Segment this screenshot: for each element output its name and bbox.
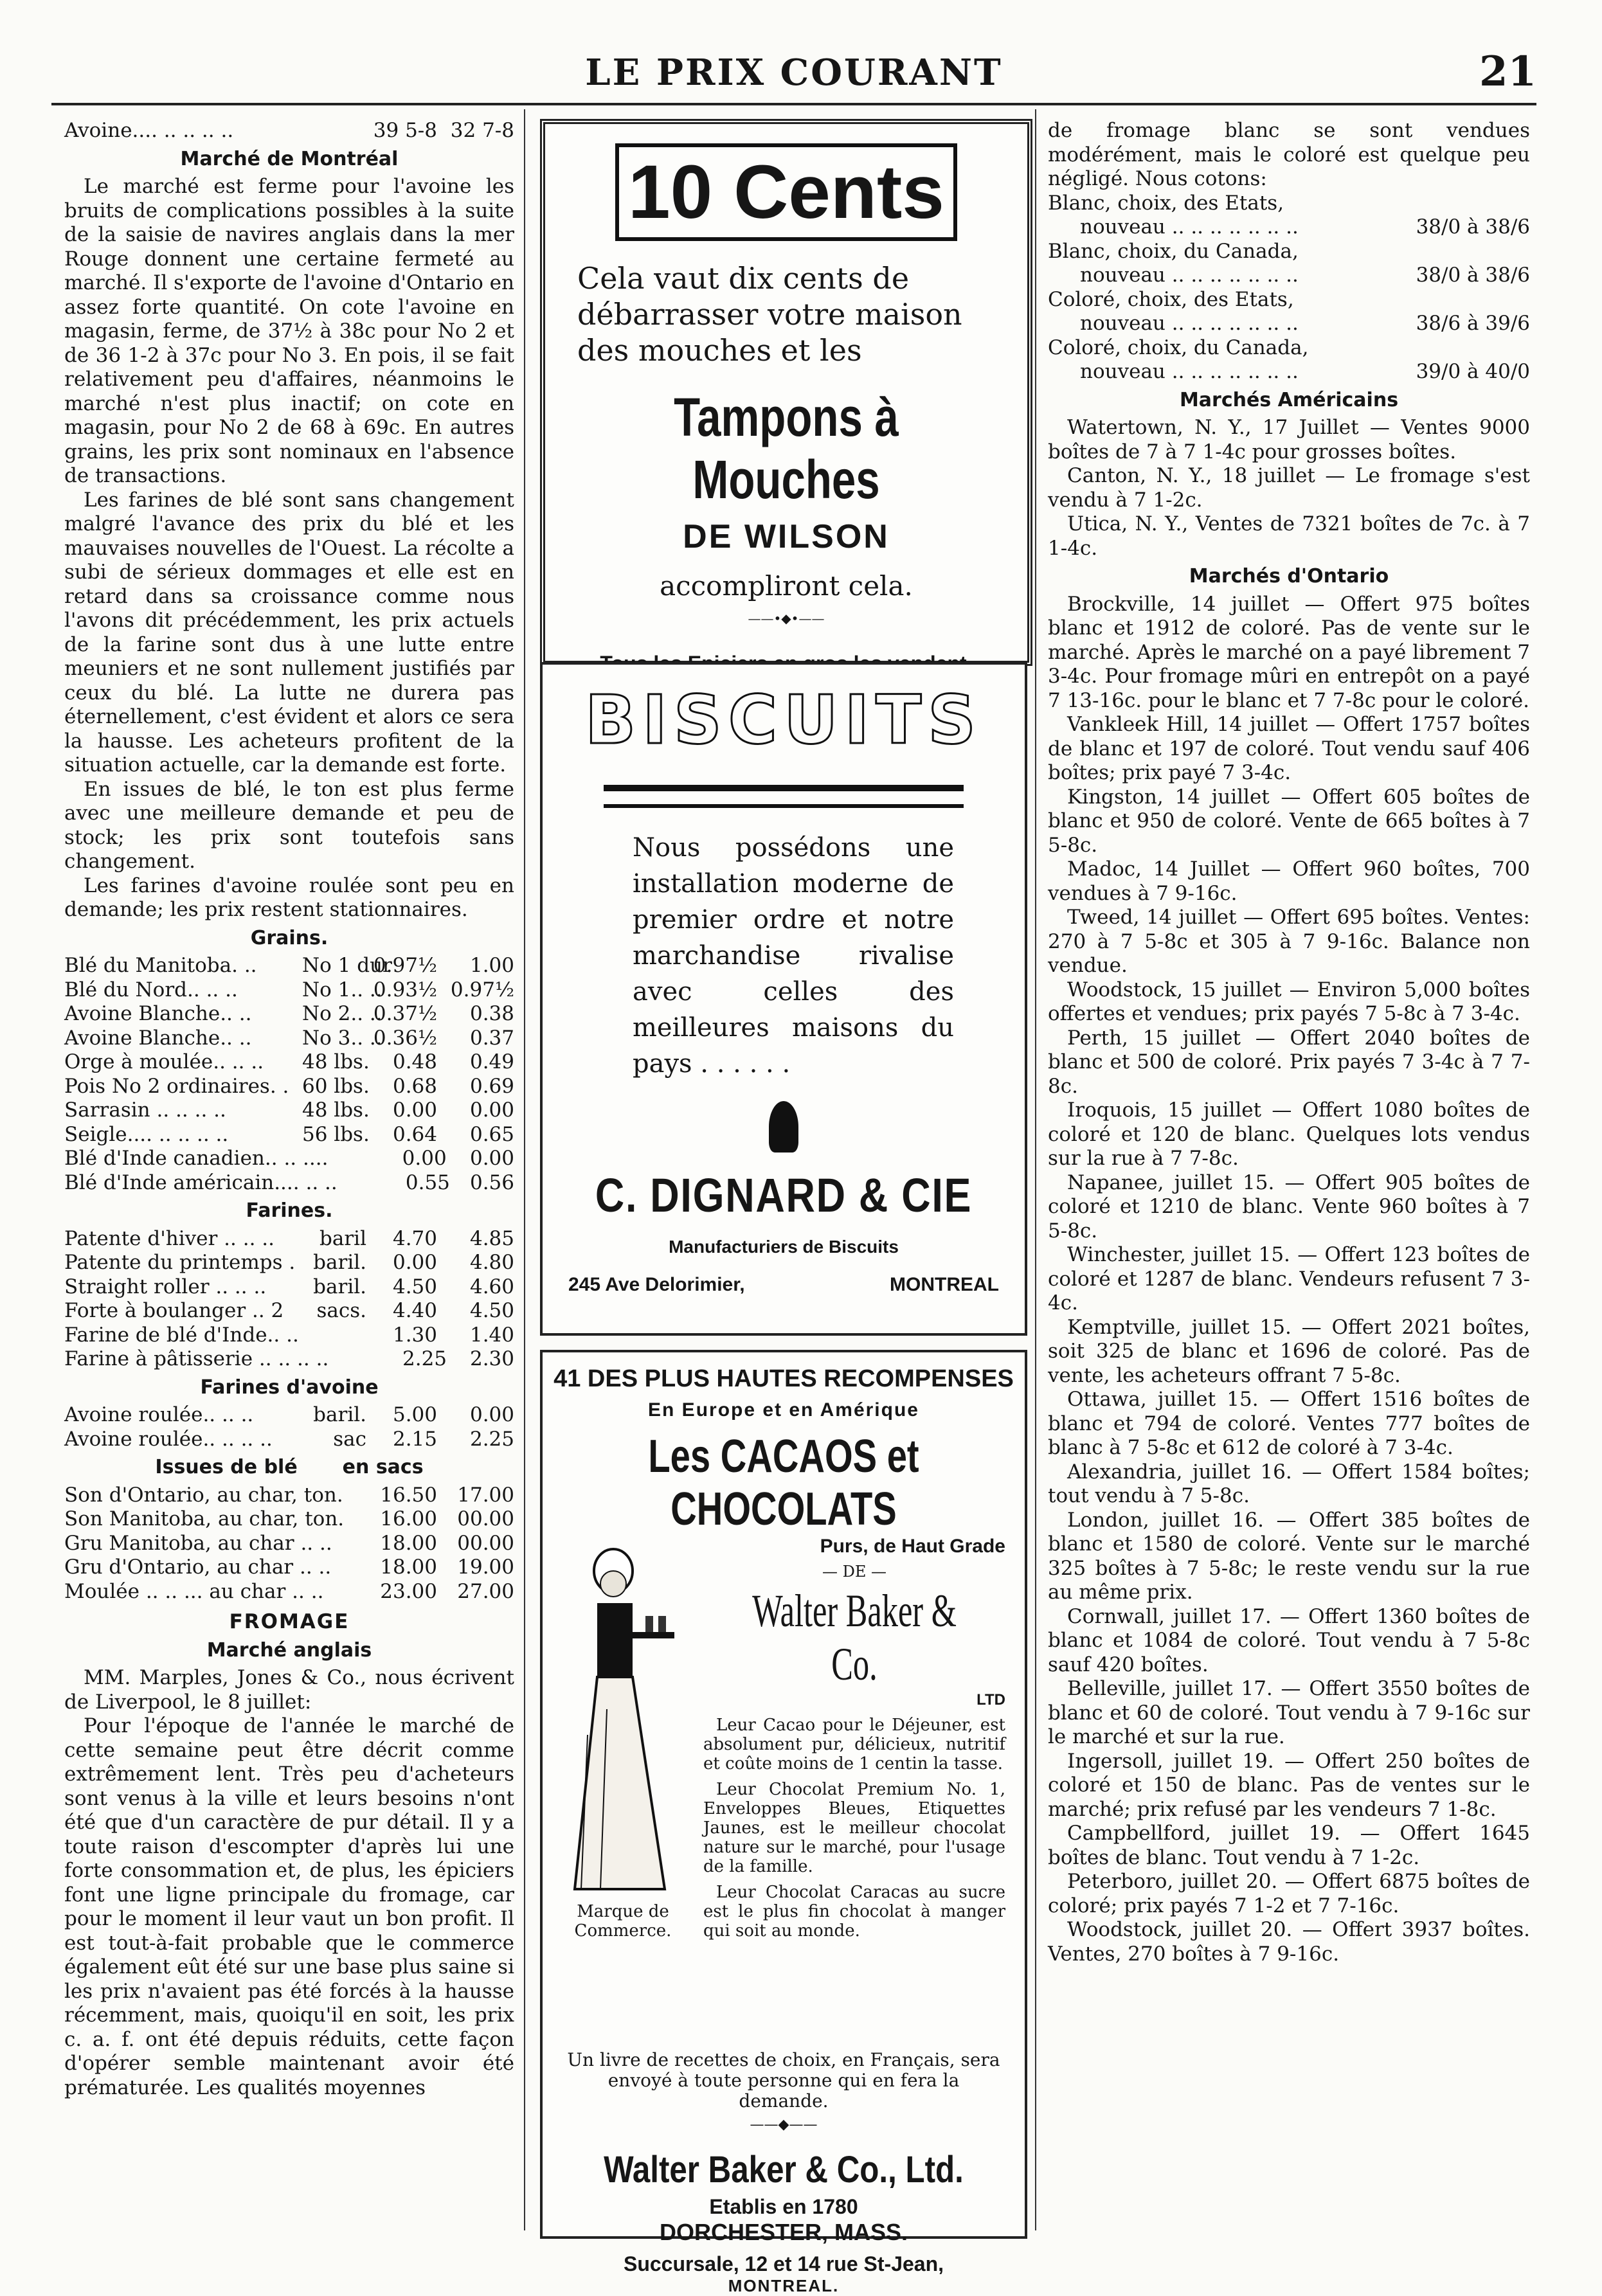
market-report: Utica, N. Y., Ventes de 7321 boîtes de 7c. à 7 1-4c. — [1048, 512, 1530, 560]
bran-row — [64, 1532, 514, 1556]
bran-row — [64, 1507, 514, 1532]
column-divider-right — [1035, 109, 1036, 2230]
price-high: 4.50 — [469, 1299, 514, 1322]
price-low: 1.30 — [392, 1323, 437, 1347]
price-low: 18.00 — [380, 1531, 437, 1555]
price-high: 0.38 — [469, 1002, 514, 1025]
price-high: 0.00 — [469, 1147, 514, 1170]
price-low: 16.50 — [380, 1483, 437, 1507]
flour-row — [64, 1251, 514, 1275]
market-report: Woodstock, 15 juillet — Environ 5,000 boîtes offertes et vendues; prix payés 7 5-8c à 7 3-4c. — [1048, 978, 1530, 1025]
item-name: Patente d'hiver .. .. .. — [64, 1226, 274, 1250]
price-high: 0.00 — [469, 1403, 514, 1426]
chocolate-girl-trademark-icon — [568, 1542, 678, 1902]
market-report: Ottawa, juillet 15. — Offert 1516 boîtes de blanc et 794 de coloré. Ventes 777 boîtes de blanc à 7 5-8c et 612 de coloré à 7 3-4c. — [1048, 1388, 1530, 1459]
item-unit: 60 lbs. — [302, 1074, 370, 1098]
avoine-price-row: Avoine.... .. .. .. .. 39 5-8 32 7-8 — [64, 119, 514, 142]
section-heading-marche-anglais: Marché anglais — [206, 1638, 372, 1662]
right-column — [1048, 119, 1530, 1966]
grain-row — [64, 978, 514, 1003]
price-low: 0.55 — [405, 1170, 450, 1194]
flour-row — [64, 1227, 514, 1251]
company-name: Walter Baker & Co. — [752, 1585, 957, 1690]
ad-brand-name: DE WILSON — [683, 518, 890, 555]
item-unit: baril. — [313, 1275, 366, 1298]
item-name: Gru Manitoba, au char .. .. — [64, 1531, 332, 1555]
item-unit — [338, 1171, 391, 1196]
farines-avoine-price-table — [64, 1403, 514, 1451]
price-low: 0.37½ — [373, 1002, 437, 1025]
price-low: 0.93½ — [373, 978, 437, 1001]
item-name: Son d'Ontario, au char, ton. — [64, 1483, 343, 1507]
item-name: Gru d'Ontario, au char .. .. — [64, 1556, 332, 1579]
price-high: 00.00 — [457, 1507, 514, 1530]
farines-price-table — [64, 1227, 514, 1372]
american-markets-list — [1048, 416, 1530, 561]
ad-line: 41 DES PLUS HAUTES RECOMPENSES — [554, 1365, 1014, 1392]
ad-middle — [543, 1536, 1025, 2050]
location-line: DORCHESTER, MASS. — [659, 2219, 908, 2245]
price-low: 2.25 — [402, 1347, 447, 1370]
section-heading-ontario: Marchés d'Ontario — [1189, 565, 1389, 587]
price-low: 0.68 — [392, 1074, 437, 1098]
price-low: 0.00 — [392, 1099, 437, 1122]
item-unit: 48 lbs. — [302, 1099, 370, 1122]
ad-headline-10-cents: 10 Cents — [615, 143, 957, 241]
grain-row — [64, 1027, 514, 1051]
item-unit: No 1 dur — [302, 954, 392, 977]
price-low: 16.00 — [380, 1507, 437, 1530]
ad-headline-biscuits: BISCUITS — [584, 681, 983, 759]
cheese-price: 38/0 à 38/6 — [1416, 215, 1530, 238]
price-low: 4.70 — [392, 1226, 437, 1250]
ad-line: En Europe et en Amérique — [648, 1399, 919, 1421]
cheese-grade-sub: nouveau .. .. .. .. .. .. .. — [1080, 312, 1299, 335]
price-low: 4.40 — [392, 1299, 437, 1322]
market-report: Campbellford, juillet 19. — Offert 1645 boîtes de blanc. Tout vendu à 7 1-2c. — [1048, 1822, 1530, 1869]
price-high: 0.56 — [469, 1170, 514, 1194]
item-name: Avoine roulée.. .. .. — [64, 1403, 254, 1426]
price-high: 1.00 — [469, 954, 514, 977]
price-high: 4.80 — [469, 1251, 514, 1274]
ontario-markets-list — [1048, 593, 1530, 1967]
grain-row — [64, 1002, 514, 1027]
grain-row — [64, 1075, 514, 1099]
ad-address: 245 Ave Delorimier, MONTREAL — [568, 1274, 999, 1295]
item-unit: 56 lbs. — [302, 1122, 370, 1146]
montreal-paragraph: Les farines d'avoine roulée sont peu en demande; les prix restent stationnaires. — [64, 874, 514, 921]
item-unit — [302, 1323, 366, 1348]
bran-row — [64, 1580, 514, 1604]
market-report: Woodstock, juillet 20. — Offert 3937 boîtes. Ventes, 270 boîtes à 7 9-16c. — [1048, 1918, 1530, 1966]
price-low: 4.50 — [392, 1275, 437, 1298]
market-report: Canton, N. Y., 18 juillet — Le fromage s'est vendu à 7 1-2c. — [1048, 464, 1530, 512]
item-name: Blé du Nord.. .. .. — [64, 978, 238, 1001]
price-low: 0.00 — [402, 1147, 447, 1170]
price-high: 4.60 — [469, 1275, 514, 1298]
item-unit: No 3.. .. — [302, 1026, 382, 1050]
grain-row — [64, 954, 514, 978]
cheese-price: 38/0 à 38/6 — [1416, 264, 1530, 287]
price-low: 0.00 — [392, 1251, 437, 1274]
item-name: Pois No 2 ordinaires. . — [64, 1074, 289, 1098]
advertisement-dignard-biscuits — [540, 662, 1027, 1336]
branch-address: Succursale, 12 et 14 rue St-Jean, — [623, 2252, 944, 2275]
market-report: Brockville, 14 juillet — Offert 975 boîtes blanc et 1912 de coloré. Pas de vente sur le marché. Après le marché on a payé librement 7 3-4c. Pour fromage mûri en entrepôt on a payé 7 13-16c. pour le blanc et 7 7-8c pour le coloré. — [1048, 592, 1530, 712]
item-name: Straight roller .. .. .. — [64, 1275, 267, 1298]
ad-subtitle: Manufacturiers de Biscuits — [669, 1237, 899, 1257]
oat-flour-row — [64, 1428, 514, 1452]
flour-row — [64, 1347, 514, 1372]
item-unit: No 2.. .. — [302, 1002, 382, 1025]
established-line: Etablis en 1780 — [709, 2195, 858, 2218]
price-low: 0.36½ — [373, 1026, 437, 1050]
item-name: Moulée .. .. ... au char .. .. — [64, 1579, 324, 1603]
grains-price-table — [64, 954, 514, 1195]
price-low: 2.15 — [392, 1427, 437, 1451]
montreal-paragraph: En issues de blé, le ton est plus ferme avec une meilleure demande et peu de stock; les prix sont toutefois sans changement. — [64, 777, 514, 873]
oat-flour-row — [64, 1403, 514, 1428]
item-name: Orge à moulée.. .. .. — [64, 1050, 264, 1073]
item-name: Avoine roulée.. .. .. .. — [64, 1427, 273, 1451]
market-report: Peterboro, juillet 20. — Offert 6875 boîtes de coloré; prix payés 7 1-2 et 7 7-16c. — [1048, 1870, 1530, 1917]
ornament-divider-icon: ——•◆•—— — [748, 611, 825, 626]
market-report: Ingersoll, juillet 19. — Offert 250 boîtes de coloré et 150 de blanc. Pas de ventes sur le marché; prix refusé par les vendeurs 7 1-8c. — [1048, 1749, 1530, 1821]
cheese-price-list — [1048, 192, 1530, 384]
price-high: 17.00 — [457, 1483, 514, 1507]
market-report: Madoc, 14 Juillet — Offert 960 boîtes, 700 vendues à 7 9-16c. — [1048, 857, 1530, 905]
section-heading-grains: Grains. — [250, 926, 328, 949]
item-unit: baril. — [313, 1403, 366, 1426]
section-heading-americains: Marchés Américains — [1179, 388, 1399, 411]
page-header — [51, 39, 1536, 96]
item-unit — [328, 1347, 384, 1372]
flour-row — [64, 1323, 514, 1348]
item-name: Avoine Blanche.. .. — [64, 1026, 252, 1050]
market-report: Watertown, N. Y., 17 Juillet — Ventes 9000 boîtes de 7 à 7 1-4c pour grosses boîtes. — [1048, 416, 1530, 463]
issues-price-table — [64, 1484, 514, 1604]
item-unit: sac — [333, 1427, 366, 1451]
item-name: Farine de blé d'Inde.. .. — [64, 1323, 299, 1347]
cheese-price-row — [1048, 312, 1530, 336]
ad-headline: Les CACAOS et CHOCOLATS — [648, 1431, 919, 1535]
price-low: 23.00 — [380, 1579, 437, 1603]
item-unit: 48 lbs. — [302, 1050, 370, 1073]
price-low: 5.00 — [392, 1403, 437, 1426]
market-report: Kingston, 14 juillet — Offert 605 boîtes de blanc et 950 de coloré. Vente de 665 boîtes à 7 5-8c. — [1048, 785, 1530, 857]
ad-description: Purs, de Haut Grade — DE — Walter Baker & Co. LTD Leur Cacao pour le Déjeuner, est absolument pur, délicieux, nutritif et coûte moins de 1 centin la tasse. Leur Chocolat Premium No. 1, Enveloppes Bleues, Etiquettes Jaunes, est le meilleur chocolat nature sur le marché, pour l'usage de la famille. Leur Chocolat Caracas au sucre est le plus fin chocolat à manger qui soit au monde. — [703, 1536, 1005, 1941]
anglais-paragraph: Pour l'époque de l'année le marché de cette semaine peut être décrit comme extrêmement lent. Très peu d'acheteurs sont venus à la ville et leurs besoins n'ont été que d'un caractère de pur détail. Il y a toute raison d'escompter d'après lui une forte consommation et, de plus, les épiciers font une ligne principale du fromage, car pour le moment il leur vaut un bon profit. Il est tout-à-fait probable que le commerce également eût été sur une base plus saine si les prix n'avaient pas été forcés à la hausse récemment, mais, quoiqu'il en soit, les prix c. a. f. ont été depuis réduits, cette façon d'opérer semble maintenant avoir été prématurée. Les qualités moyennes — [64, 1714, 514, 2099]
cheese-price: 39/0 à 40/0 — [1416, 360, 1530, 383]
ad-note: Un livre de recettes de choix, en Français, sera envoyé à toute personne qui en fera la demande. — [567, 2049, 1000, 2112]
ornament-divider-icon: ——◆—— — [750, 2117, 818, 2133]
price-low: 0.48 — [392, 1050, 437, 1073]
page-number: 21 — [1479, 48, 1536, 96]
price-high: 0.69 — [469, 1074, 514, 1098]
market-report: Kemptville, juillet 15. — Offert 2021 boîtes, soit 325 de blanc et 1696 de coloré. Pas de vente, les acheteurs offrant 7 5-8c. — [1048, 1315, 1530, 1387]
cheese-price-row — [1048, 215, 1530, 240]
market-report: Winchester, juillet 15. — Offert 123 boîtes de coloré et 1287 de blanc. Vendeurs refusent 7 3-4c. — [1048, 1243, 1530, 1314]
ad-rule — [604, 785, 964, 791]
price-high: 0.37 — [469, 1026, 514, 1050]
grain-row — [64, 1171, 514, 1196]
price-high: 00.00 — [457, 1531, 514, 1555]
market-report: Cornwall, juillet 17. — Offert 1360 boîtes de blanc et 1084 de coloré. Tout vendu à 7 5-8c sauf 420 boîtes. — [1048, 1604, 1530, 1676]
cheese-price: 38/6 à 39/6 — [1416, 312, 1530, 335]
price-low: 0.64 — [392, 1122, 437, 1146]
column-divider-left — [524, 109, 525, 2230]
item-name: Blé d'Inde canadien.. .. .... — [64, 1147, 328, 1170]
trademark-caption: Marque de Commerce. — [574, 1902, 672, 1941]
item-name: Forte à boulanger .. 2 — [64, 1299, 284, 1322]
price-low: 18.00 — [380, 1556, 437, 1579]
item-name: Seigle.... .. .. .. .. — [64, 1122, 229, 1146]
grain-row — [64, 1050, 514, 1075]
product-description: Leur Cacao pour le Déjeuner, est absolument pur, délicieux, nutritif et coûte moins de 1 centin la tasse. — [703, 1716, 1005, 1773]
ad-product-name: Tampons à Mouches — [674, 387, 899, 510]
item-name: Avoine Blanche.. .. — [64, 1002, 252, 1025]
product-description: Leur Chocolat Caracas au sucre est le plus fin chocolat à manger qui soit au monde. — [703, 1883, 1005, 1941]
flour-row — [64, 1275, 514, 1300]
item-unit: No 1.. .. — [302, 978, 382, 1001]
cheese-price-row — [1048, 360, 1530, 384]
advertisement-wilson-fly-pads — [540, 119, 1032, 666]
market-report: Napanee, juillet 15. — Offert 905 boîtes de coloré et 1210 de blanc. Vente 960 boîtes à 7 5-8c. — [1048, 1170, 1530, 1242]
item-unit: sacs. — [316, 1299, 366, 1322]
montreal-paragraph: Les farines de blé sont sans changement malgré l'avance des prix du blé et les mauvaises nouvelles de l'Ouest. La récolte a subi de sérieux dommages et elle est en retard dans sa croissance comme nous l'avons dit précédemment, les prix actuels de la farine sont dus à une lutte entre meuniers et ne sont nullement justifiés par ceux du blé. La lutte ne durera pas éternellement, c'est évident et alors ce sera la hausse. Les acheteurs profitent de la situation actuelle, car la demande est forte. — [64, 488, 514, 776]
header-rule — [51, 103, 1536, 105]
bran-row — [64, 1556, 514, 1580]
cheese-price-row — [1048, 264, 1530, 288]
price-high: 0.00 — [469, 1099, 514, 1122]
ad-text: Cela vaut dix cents de débarrasser votre maison des mouches et les — [577, 261, 962, 368]
market-report: Perth, 15 juillet — Offert 2040 boîtes de blanc et 500 de coloré. Prix payés 7 3-4c à 7 7-8c. — [1048, 1026, 1530, 1098]
item-unit: baril. — [313, 1251, 366, 1274]
price-high: 19.00 — [457, 1556, 514, 1579]
cheese-grade-sub: nouveau .. .. .. .. .. .. .. — [1080, 264, 1299, 287]
item-name: Farine à pâtisserie .. .. .. .. — [64, 1347, 329, 1370]
section-heading-marche-montreal: Marché de Montréal — [180, 147, 399, 170]
item-name: Sarrasin .. .. .. .. — [64, 1099, 226, 1122]
item-name: Blé du Manitoba. .. — [64, 954, 257, 977]
price-low: 0.97½ — [373, 954, 437, 977]
section-heading-issues: Issues de blé en sacs — [155, 1456, 424, 1478]
flour-row — [64, 1299, 514, 1323]
market-report: Tweed, 14 juillet — Offert 695 boîtes. Ventes: 270 à 7 5-8c et 305 à 7 9-16c. Balance non vendue. — [1048, 906, 1530, 977]
market-report: Belleville, juillet 17. — Offert 3550 boîtes de blanc et 60 de coloré. Tout vendu à 7 9-16c sur le marché et sur la rue. — [1048, 1677, 1530, 1748]
company-name-large: Walter Baker & Co., Ltd. — [604, 2149, 964, 2191]
price-high: 1.40 — [469, 1323, 514, 1347]
crown-logo-icon — [769, 1101, 798, 1152]
grain-row — [64, 1123, 514, 1147]
item-name: Patente du printemps . — [64, 1251, 296, 1274]
cheese-grade-sub: nouveau .. .. .. .. .. .. .. — [1080, 360, 1299, 383]
price-high: 4.85 — [469, 1226, 514, 1250]
cheese-grade-sub: nouveau .. .. .. .. .. .. .. — [1080, 215, 1299, 238]
ad-body-text: Nous possédons une installation moderne de premier ordre et notre marchandise rivalise avec celles des meilleures maisons du pays . . . . . . — [633, 833, 954, 1079]
item-name: Son Manitoba, au char, ton. — [64, 1507, 345, 1530]
price-high: 0.49 — [469, 1050, 514, 1073]
price-high: 0.97½ — [450, 978, 514, 1001]
item-unit: baril — [320, 1226, 366, 1250]
market-report: Iroquois, 15 juillet — Offert 1080 boîtes de coloré et 120 de blanc. Quelques lots vendus sur la rue à 7 7-8c. — [1048, 1099, 1530, 1170]
item-unit — [328, 1147, 384, 1171]
product-description: Leur Chocolat Premium No. 1, Enveloppes Bleues, Etiquettes Jaunes, est le meilleur chocolat nature sur le marché, pour l'usage de la famille. — [703, 1780, 1005, 1876]
market-report: London, juillet 16. — Offert 385 boîtes de blanc et 1580 de coloré. Vente sur le marché 325 boîtes à 7 5-8c; le reste vendu sur la rue au même prix. — [1048, 1508, 1530, 1604]
market-report: Alexandria, juillet 16. — Offert 1584 boîtes; tout vendu à 7 5-8c. — [1048, 1460, 1530, 1507]
cheese-grade-label: Coloré, choix, des Etats, — [1048, 287, 1294, 311]
cheese-grade-label: Blanc, choix, des Etats, — [1048, 191, 1284, 215]
price-high: 0.65 — [469, 1122, 514, 1146]
ad-text: accompliront cela. — [660, 570, 913, 602]
ad-firm-name: C. DIGNARD & CIE — [595, 1169, 973, 1222]
left-column — [64, 119, 514, 2100]
ad-rule — [604, 804, 964, 808]
price-high: 27.00 — [457, 1579, 514, 1603]
montreal-paragraph: Le marché est ferme pour l'avoine les bruits de complications possibles à la suite de la saisie de navires anglais dans la mer Rouge donnent une certaine fermeté au marché. Il s'exporte de l'avoine d'Ontario en assez forte quantité. On cote l'avoine en magasin, ferme, de 37½ à 38c pour No 2 et de 36 1-2 à 37c pour No 3. En pois, il se fait relativement peu d'affaires, néanmoins le marché n'est plus inactif; on cote en magasin, pour No 2 de 68 à 69c. En autres grains, les prix sont nominaux en l'absence de transactions. — [64, 175, 514, 487]
item-name: Blé d'Inde américain.... .. .. — [64, 1170, 338, 1194]
branch-city: MONTREAL. — [728, 2276, 840, 2295]
section-heading-farines-avoine: Farines d'avoine — [200, 1376, 379, 1399]
masthead-title: LE PRIX COURANT — [585, 51, 1003, 94]
anglais-paragraph: MM. Marples, Jones & Co., nous écrivent de Liverpool, le 8 juillet: — [64, 1666, 514, 1714]
cheese-grade-label: Coloré, choix, du Canada, — [1048, 336, 1309, 359]
price-high: 2.25 — [469, 1427, 514, 1451]
grain-row — [64, 1099, 514, 1123]
grain-row — [64, 1147, 514, 1171]
bran-row — [64, 1484, 514, 1508]
section-heading-farines: Farines. — [246, 1199, 333, 1222]
cheese-grade-label: Blanc, choix, du Canada, — [1048, 239, 1299, 263]
advertisement-walter-baker — [540, 1350, 1027, 2295]
fromage-intro: de fromage blanc se sont vendues modérément, mais le coloré est quelque peu négligé. Nous cotons: — [1048, 119, 1530, 190]
market-report: Vankleek Hill, 14 juillet — Offert 1757 boîtes de blanc et 197 de coloré. Tout vendu sauf 406 boîtes; prix payé 7 3-4c. — [1048, 713, 1530, 784]
section-heading-fromage: FROMAGE — [229, 1610, 350, 1633]
price-high: 2.30 — [469, 1347, 515, 1370]
